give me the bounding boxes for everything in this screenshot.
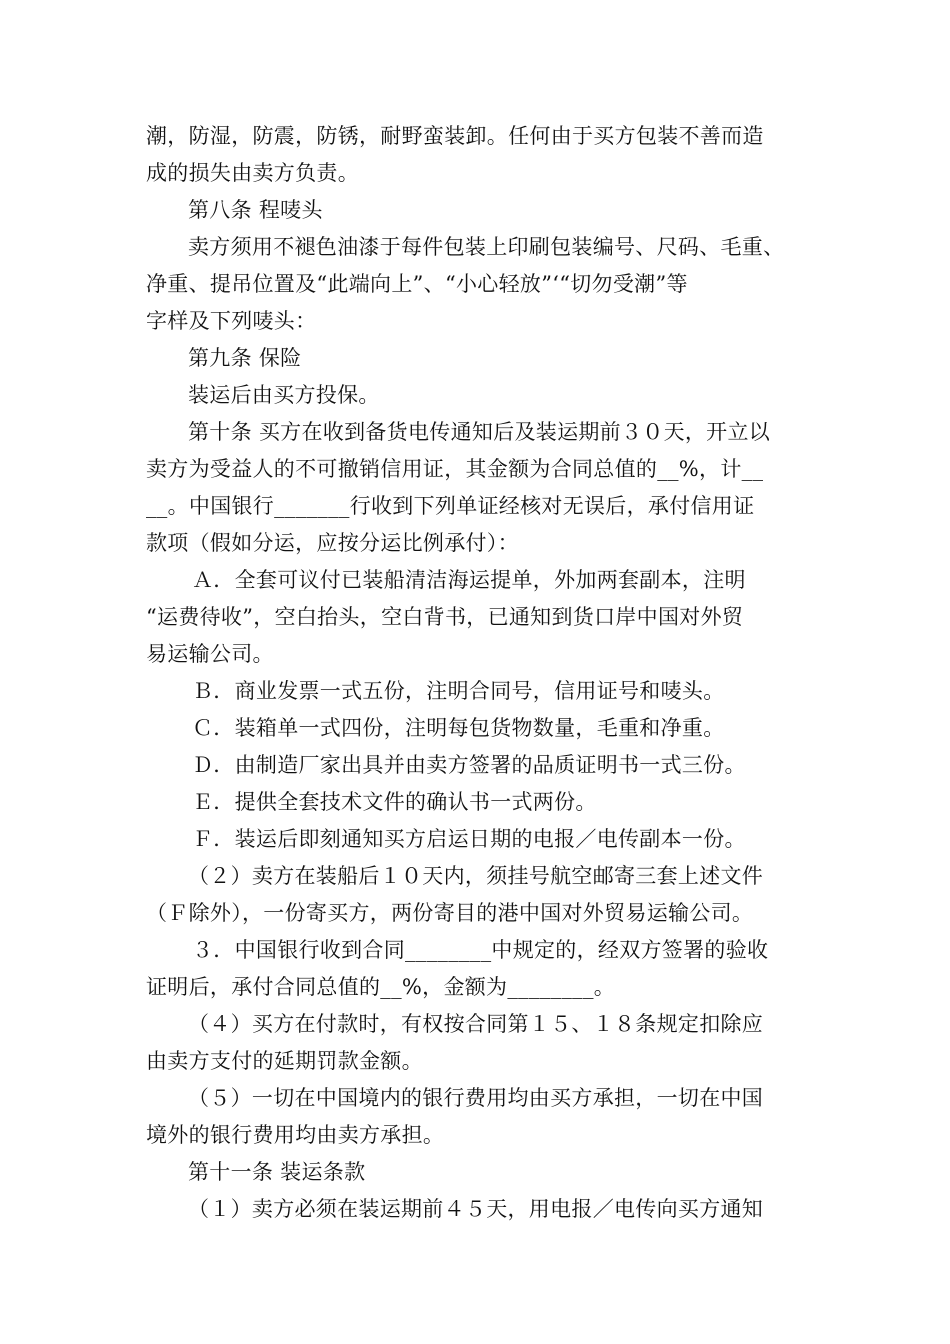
list-item: Ａ．全套可议付已装船清洁海运提单，外加两套副本，注明 <box>192 568 746 592</box>
text-line: 字样及下列唛头： <box>146 309 317 333</box>
text-line: 卖方须用不褪色油漆于每件包装上印刷包装编号、尺码、毛重、 <box>188 235 785 259</box>
text-line: 境外的银行费用均由卖方承担。 <box>146 1123 445 1147</box>
text-line: 易运输公司。 <box>146 642 274 666</box>
list-item: Ｃ．装箱单一式四份，注明每包货物数量，毛重和净重。 <box>192 716 725 740</box>
list-item: Ｄ．由制造厂家出具并由卖方签署的品质证明书一式三份。 <box>192 753 746 777</box>
article-heading: 第八条 程唛头 <box>188 198 323 222</box>
list-item: Ｆ．装运后即刻通知买方启运日期的电报／电传副本一份。 <box>192 827 746 851</box>
text-line: 成的损失由卖方负责。 <box>146 161 359 185</box>
contract-text <box>146 118 811 1228</box>
list-item: ３．中国银行收到合同________中规定的，经双方签署的验收 <box>192 938 769 962</box>
text-line: 潮，防湿，防震，防锈，耐野蛮装卸。任何由于买方包装不善而造 <box>146 124 764 148</box>
list-item: Ｅ．提供全套技术文件的确认书一式两份。 <box>192 790 597 814</box>
text-line: “运费待收”，空白抬头，空白背书，已通知到货口岸中国对外贸 <box>146 605 744 629</box>
text-line: __。中国银行_______行收到下列单证经核对无误后，承付信用证 <box>146 494 755 518</box>
text-line: 净重、提吊位置及“此端向上”、“小心轻放”‘“切勿受潮”等 <box>146 272 688 296</box>
text-line: 证明后，承付合同总值的__%，金额为________。 <box>146 975 616 999</box>
list-item: （４）买方在付款时，有权按合同第１５、１８条规定扣除应 <box>188 1012 764 1036</box>
article-heading: 第十条 买方在收到备货电传通知后及装运期前３０天，开立以 <box>188 420 771 444</box>
text-line: 款项（假如分运，应按分运比例承付）： <box>146 531 519 555</box>
list-item: （１）卖方必须在装运期前４５天，用电报／电传向买方通知 <box>188 1197 764 1221</box>
article-heading: 第十一条 装运条款 <box>188 1160 366 1184</box>
text-line: （Ｆ除外），一份寄买方，两份寄目的港中国对外贸易运输公司。 <box>146 901 754 925</box>
text-line: 装运后由买方投保。 <box>188 383 380 407</box>
list-item: （５）一切在中国境内的银行费用均由买方承担，一切在中国 <box>188 1086 764 1110</box>
list-item: Ｂ．商业发票一式五份，注明合同号，信用证号和唛头。 <box>192 679 725 703</box>
list-item: （２）卖方在装船后１０天内，须挂号航空邮寄三套上述文件 <box>188 864 764 888</box>
article-heading: 第九条 保险 <box>188 346 302 370</box>
text-line: 卖方为受益人的不可撤销信用证，其金额为合同总值的__%，计__ <box>146 457 764 481</box>
text-line: 由卖方支付的延期罚款金额。 <box>146 1049 423 1073</box>
